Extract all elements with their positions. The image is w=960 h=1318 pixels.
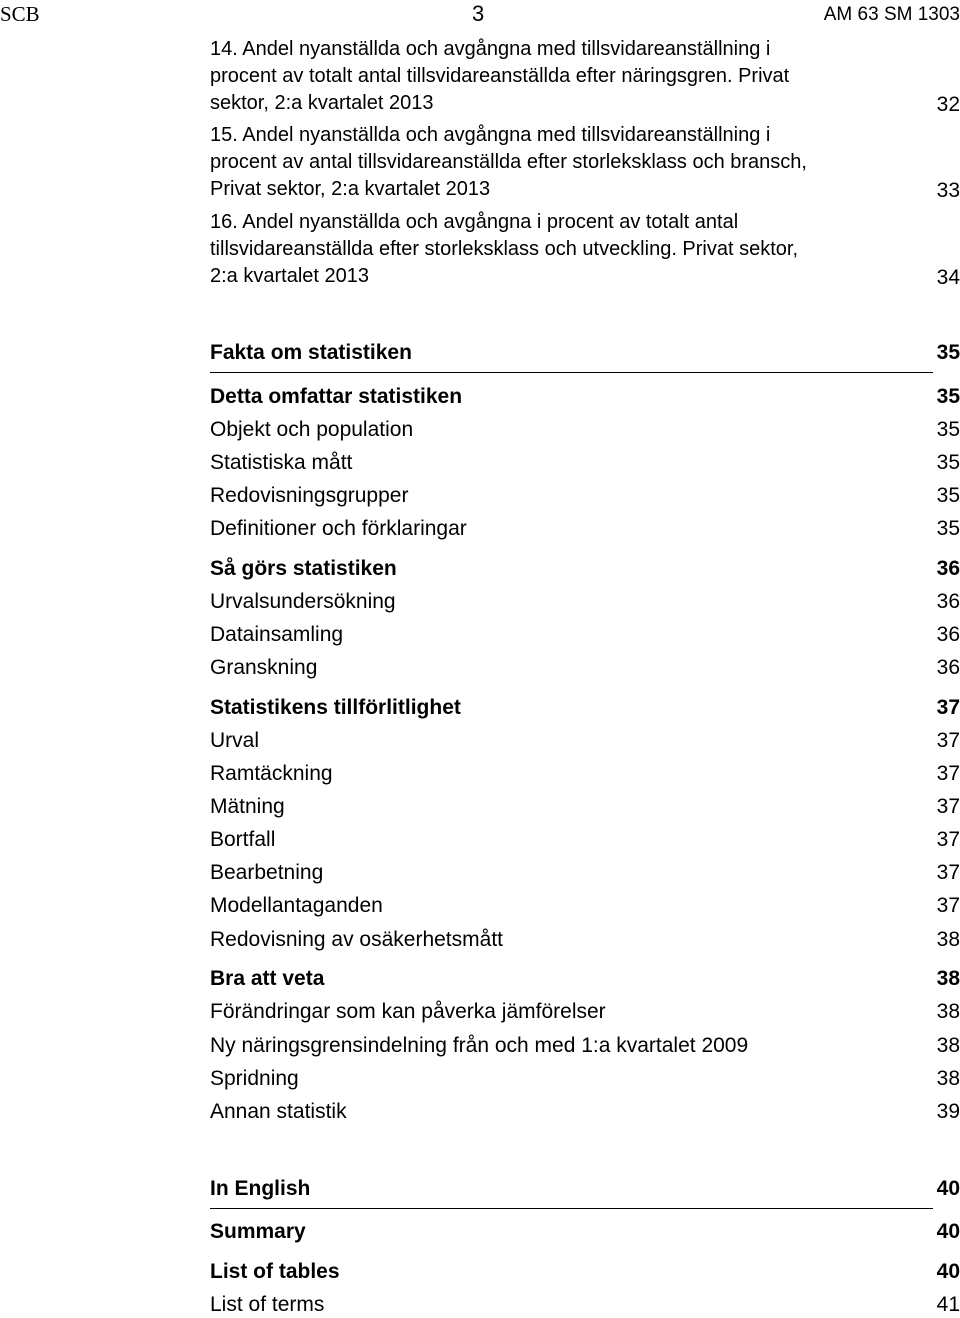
- toc-entry-text: 14. Andel nyanställda och avgångna med tillsvidareanställning i procent av totalt antal tillsvidareanställda efter näringsgren. Privat sektor, 2:a kvartalet 2013: [210, 38, 790, 114]
- header-org: SCB: [0, 2, 40, 26]
- toc-section-page: 35: [936, 341, 960, 364]
- toc-section-title: In English: [210, 1177, 311, 1200]
- page-number: 3: [472, 1, 485, 26]
- toc-section-page: 40: [936, 1177, 960, 1200]
- report-code: AM 63 SM 1303: [823, 4, 960, 25]
- toc-entry-text: 16. Andel nyanställda och avgångna i procent av totalt antal tillsvidareanställda efter storleksklass och utveckling. Privat sektor, 2:a kvartalet 2013: [210, 211, 799, 287]
- section-underline: [210, 372, 933, 373]
- toc-entry-text: 15. Andel nyanställda och avgångna med tillsvidareanställning i procent av antal tillsvidareanställda efter storleksklass och bransch, Privat sektor, 2:a kvartalet 2013: [210, 124, 807, 200]
- section-underline: [210, 1208, 933, 1209]
- toc-entry-page: 32: [936, 93, 960, 116]
- toc-section-title: Fakta om statistiken: [210, 341, 412, 364]
- toc-entry-page: 33: [936, 179, 960, 202]
- toc-entry-page: 34: [936, 266, 960, 289]
